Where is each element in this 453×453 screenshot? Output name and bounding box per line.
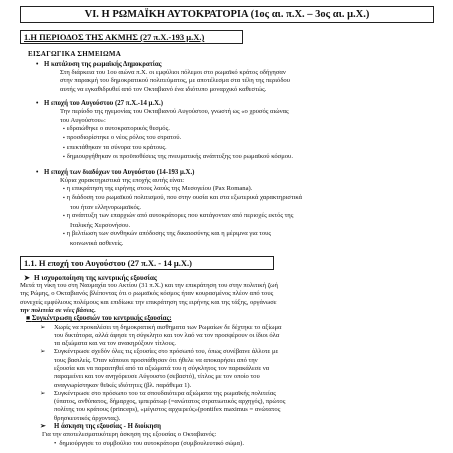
paragraph-line: Μετά τη νίκη του στη Ναυμαχία του Ακτίου (31 π.Χ.) και την επικράτηση του στην πολιτική ζωή	[20, 281, 278, 289]
section-heading-2: 1.1. Η εποχή του Αυγούστου (27 π.Χ. - 14 μ.Χ.)	[20, 256, 274, 270]
bullet-marker: •	[36, 168, 39, 176]
list-item: ▪ δημιουργήθηκαν οι προϋποθέσεις της πνευματικής ανάπτυξης του ρωμαϊκού κόσμου.	[70, 153, 440, 162]
paragraph-line: Στη διάρκεια του 1ου αιώνα π.Χ. οι εμφύλιοι πόλεμοι στο ρωμαϊκό κράτος οδήγησαν	[60, 69, 286, 76]
list-item: ▪ η βελτίωση των συνθηκών απόδοσης της δικαιοσύνης και η μέριμνα για τους	[70, 230, 440, 239]
paragraph-line: Για την αποτελεσματικότερη άσκηση της εξουσίας ο Οκταβιανός:	[42, 431, 217, 439]
subsection-heading: ■ Συγκέντρωση εξουσιών του κεντρικής εξουσίας:	[26, 315, 172, 323]
subheading-1: ➤ Η ισχυροποίηση της κεντρικής εξουσίας	[24, 273, 157, 282]
arrow-marker: ➤	[24, 273, 31, 282]
paragraph-line: συνεχείς εμφύλιους πολέμους και επιδίωκε την επικράτηση της ειρήνης και της τάξης, οργάνωσε	[20, 298, 277, 306]
bullet-marker: •	[36, 61, 39, 68]
bullet-heading-1: • Η κατάλυση της ρωμαϊκής Δημοκρατίας	[36, 61, 162, 68]
paragraph-line: αυτής να εγκαθιδρυθεί από τον Οκταβιανό ένα ιδιότυπο μοναρχικό καθεστώς.	[60, 85, 267, 93]
section-heading-1: 1.Η ΠΕΡΙΟΔΟΣ ΤΗΣ ΑΚΜΗΣ (27 π.Χ.-193 μ.Χ.)	[20, 30, 243, 44]
document-page	[14, 6, 440, 448]
arrow-marker: ➢	[40, 423, 46, 431]
list-item-continuation: Ιταλικής Χερσονήσου.	[70, 221, 131, 229]
intro-heading: ΕΙΣΑΓΩΓΙΚΑ ΣΗΜΕΙΩΜΑ	[28, 50, 122, 58]
list-item-continuation: κοινωνικά ασθενείς.	[70, 239, 124, 247]
arrow-marker: ➢	[40, 348, 46, 356]
paragraph-line: της Ρώμης, ο Οκταβιανός βλέποντας ότι ο ρωμαϊκός κόσμος ήταν κουρασμένος πλέον από τους	[20, 290, 274, 298]
list-item: ▪ προσδιορίστηκε ο νέος ρόλος του στρατού.	[70, 134, 440, 143]
list-item: ▪ επεκτάθηκαν τα σύνορα του κράτους.	[70, 144, 440, 153]
arrow-marker: ➢	[40, 323, 46, 331]
list-item-continuation: του ήταν ελληνορωμαϊκός.	[70, 203, 142, 211]
chapter-title: VI. Η ΡΩΜΑΪΚΗ ΑΥΤΟΚΡΑΤΟΡΙΑ (1ος αι. π.Χ. – 3ος αι. μ.Χ.)	[20, 6, 434, 23]
paragraph-line: Κύρια χαρακτηριστικά της εποχής αυτής είναι:	[60, 176, 185, 184]
paragraph-line: του Αυγούστου»:	[60, 116, 106, 124]
paragraph-line: Την περίοδο της ηγεμονίας του Οκταβιανού Αυγούστου, γνωστή ως «ο χρυσός αιώνας	[60, 108, 289, 116]
square-marker: ■	[26, 315, 32, 323]
arrow-item-2: ➢ Συγκέντρωσε σχεδόν όλες τις εξουσίες στο πρόσωπό του, όπως συνέβαινε άλλοτε με τους βασιλείς. Όταν κάποιοι προσπάθησαν ότι ήθελε να αποκαρήσει από την εξουσία και να παραιτηθεί από τα αξιώματά του η σύγκλητος τον παρακάλεσε να παραμείνει και τον ανηγόρευσε Αύγουστο (σεβαστό), τίτλος με τον οποίο του αναγνωρίστηκαν θεϊκές ιδιότητες (βλ. παράθεμα 1).	[40, 348, 279, 389]
bullet-marker: •	[36, 100, 39, 108]
arrow-item-1: ➢ Χωρίς να προκαλέσει τη δημοκρατική αισθηματα των Ρωμαίων δε δέχτηκε το αξίωμα του δικτάτορα, αλλά άφησε τη σύγκλητο και τον λαό να τον προσφέρουν οι ίδιοι όλα τα αξιώματα και να τον ανακηρύξουν τίτλους.	[40, 323, 282, 348]
list-item: ▪ η επικράτηση της ειρήνης στους λαούς της Μεσογείου (Pax Romana).	[70, 185, 440, 194]
list-item: • δημιούργησε το συμβούλιο του αυτοκράτορα (συμβουλευτικό σώμα).	[62, 440, 432, 448]
list-item: ▪ η διάδοση του ρωμαϊκού πολιτισμού, που στην ουσία και στα εξωτερικά χαρακτηριστικά	[70, 194, 440, 203]
paragraph-line: στην παρακμή του δημοκρατικού πολιτεύματος, με αποτέλεσμα στα τέλη της περιόδου	[60, 77, 290, 85]
bullet-heading-3: • Η εποχή των διαδόχων του Αυγούστου (14-193 μ.Χ.)	[36, 168, 195, 176]
list-item: ▪ η ανάπτυξη των επαρχιών από αυτοκράτορες που κατάγονταν από περιοχές εκτός της	[70, 212, 440, 221]
bullet-heading-2: • Η εποχή του Αυγούστου (27 π.Χ.-14 μ.Χ.)	[36, 100, 163, 108]
list-item: ▪ εδραιώθηκε ο αυτοκρατορικός θεσμός.	[70, 125, 440, 134]
arrow-item-3: ➢ Συγκέντρωσε στο πρόσωπο του τα σπουδαιότερα αξιώματα της ρωμαϊκής πολιτείας (ύπατος, ανθύπατος, δήμαρχος, ιμπεράτωρ (=ανώτατος στρατιωτικός αρχηγός), πρώτος πολίτης του κράτους (princeps), «μέγιστος αρχιερεύς»(pontifex maximus = ανώτατος θρησκευτικός άρχοντας).	[40, 389, 286, 422]
paragraph-line: την πολιτεία σε νέες βάσεις.	[20, 306, 96, 314]
arrow-marker: ➢	[40, 389, 46, 397]
arrow-heading-2: ➢ Η άσκηση της εξουσίας - Η διοίκηση	[40, 423, 161, 431]
